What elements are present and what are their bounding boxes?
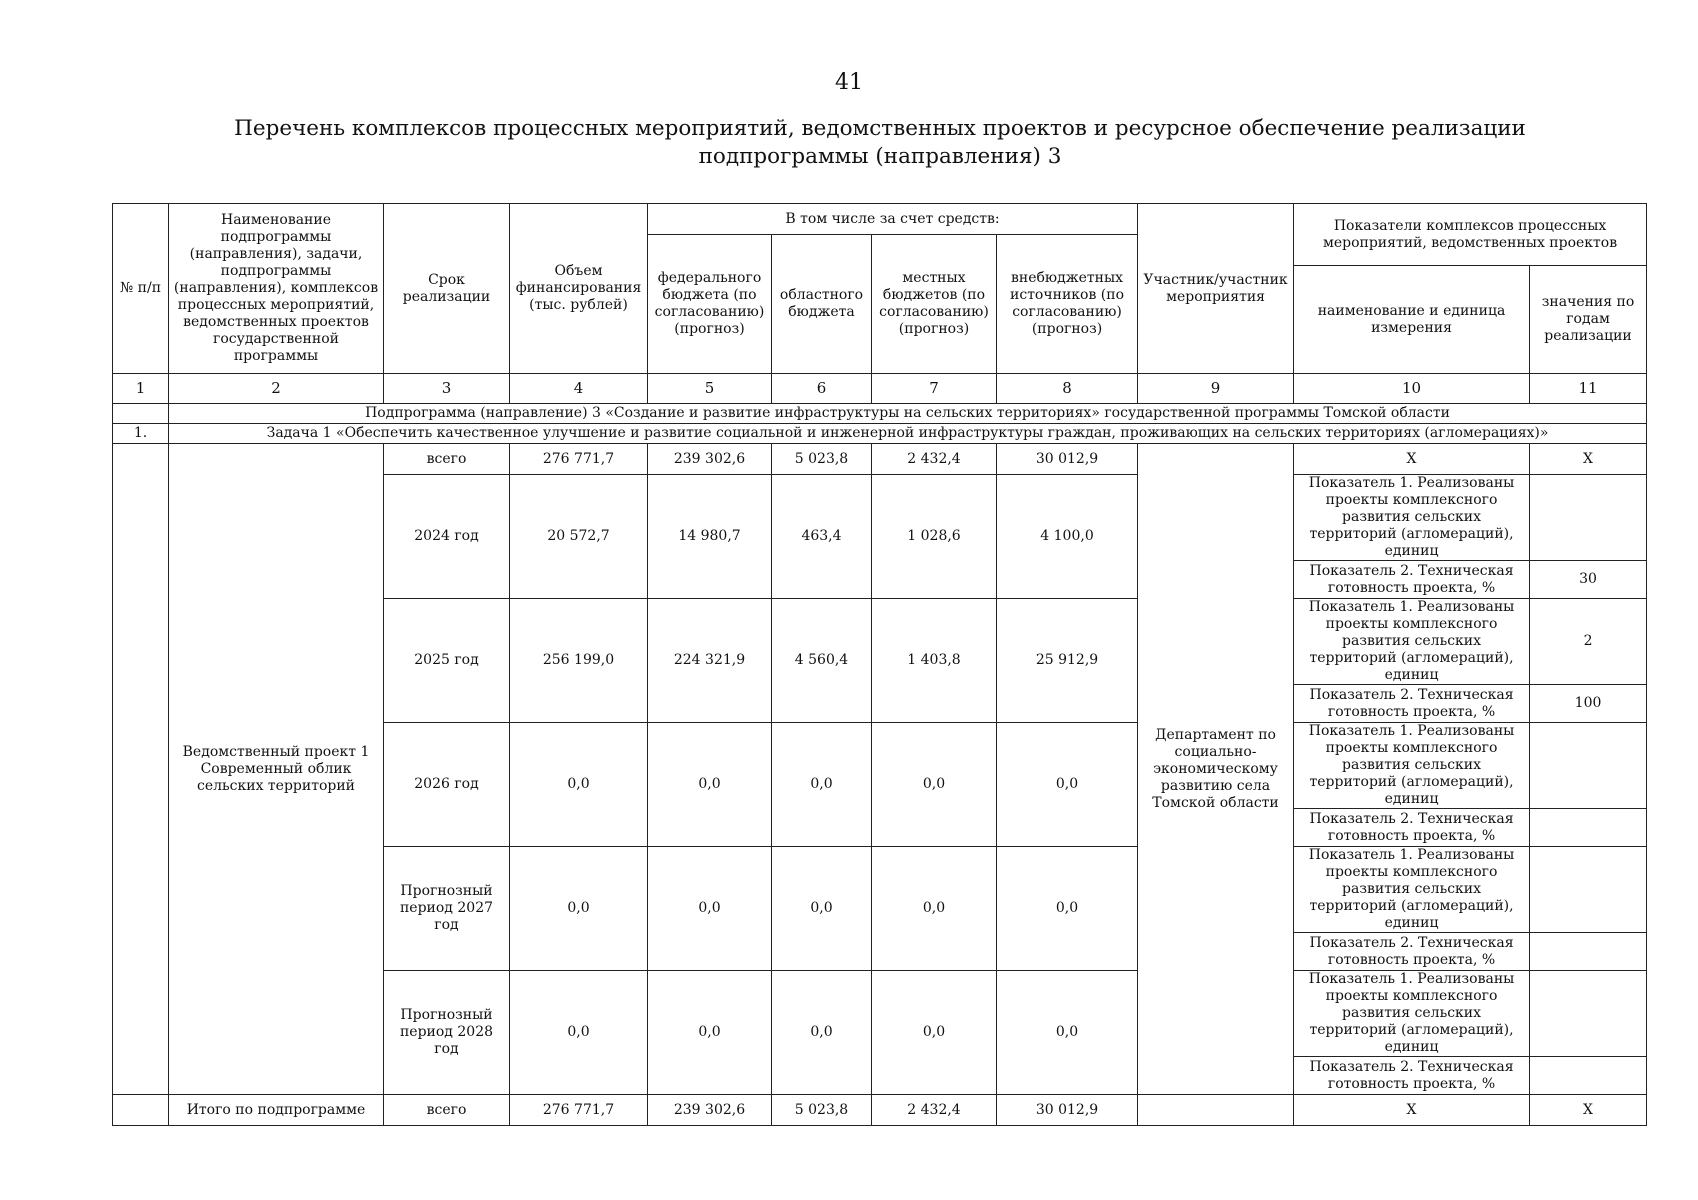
col-number: 1 xyxy=(113,374,169,404)
indicator-name-cell: X xyxy=(1294,1095,1530,1126)
extra-cell: 4 100,0 xyxy=(997,475,1138,599)
term-cell: 2025 год xyxy=(384,599,510,723)
header-term: Срок реализации xyxy=(384,204,510,374)
indicator-name-cell: Показатель 2. Техническая готовность проекта, % xyxy=(1294,685,1530,723)
indicator-name-cell: X xyxy=(1294,444,1530,475)
header-local: местных бюджетов (по согласованию) (прогноз) xyxy=(872,235,997,374)
local-cell: 2 432,4 xyxy=(872,444,997,475)
header-regional: областного бюджета xyxy=(772,235,872,374)
volume-cell: 276 771,7 xyxy=(510,1095,648,1126)
column-number-row xyxy=(113,374,1647,404)
col-number: 6 xyxy=(772,374,872,404)
indicator-value-cell xyxy=(1530,723,1647,809)
local-cell: 2 432,4 xyxy=(872,1095,997,1126)
project-name: Ведомственный проект 1 Современный облик сельских территорий xyxy=(169,444,384,1095)
total-row xyxy=(113,1095,1647,1126)
col-number: 11 xyxy=(1530,374,1647,404)
term-cell: 2026 год xyxy=(384,723,510,847)
col-number: 3 xyxy=(384,374,510,404)
page-number: 41 xyxy=(835,70,863,95)
header-row xyxy=(113,204,1647,235)
col-number: 7 xyxy=(872,374,997,404)
term-cell: всего xyxy=(384,1095,510,1126)
indicator-value-cell: 100 xyxy=(1530,685,1647,723)
header-participant: Участник/участник мероприятия xyxy=(1138,204,1294,374)
subprogram-row xyxy=(113,404,1647,424)
local-cell: 0,0 xyxy=(872,847,997,971)
project-total-row xyxy=(113,444,1647,475)
header-name: Наименование подпрограммы (направления), задачи, подпрограммы (направления), комплексов процессных мероприятий, ведомственных проектов государственной программы xyxy=(169,204,384,374)
federal-cell: 0,0 xyxy=(648,971,772,1095)
local-cell: 1 028,6 xyxy=(872,475,997,599)
indicator-value-cell xyxy=(1530,847,1647,933)
participant-cell: Департамент по социально-экономическому развитию села Томской области xyxy=(1138,444,1294,1095)
extra-cell: 0,0 xyxy=(997,847,1138,971)
term-cell: 2024 год xyxy=(384,475,510,599)
regional-cell: 0,0 xyxy=(772,971,872,1095)
term-cell: всего xyxy=(384,444,510,475)
volume-cell: 20 572,7 xyxy=(510,475,648,599)
indicator-value-cell xyxy=(1530,809,1647,847)
indicator-value-cell: 2 xyxy=(1530,599,1647,685)
indicator-value-cell: X xyxy=(1530,1095,1647,1126)
col-number: 8 xyxy=(997,374,1138,404)
volume-cell: 256 199,0 xyxy=(510,599,648,723)
header-federal: федерального бюджета (по согласованию) (прогноз) xyxy=(648,235,772,374)
regional-cell: 0,0 xyxy=(772,847,872,971)
local-cell: 0,0 xyxy=(872,971,997,1095)
extra-cell: 30 012,9 xyxy=(997,1095,1138,1126)
subprogram-num xyxy=(113,404,169,424)
volume-cell: 0,0 xyxy=(510,971,648,1095)
regional-cell: 0,0 xyxy=(772,723,872,847)
term-cell: Прогнозный период 2027 год xyxy=(384,847,510,971)
participant-cell xyxy=(1138,1095,1294,1126)
federal-cell: 14 980,7 xyxy=(648,475,772,599)
indicator-name-cell: Показатель 1. Реализованы проекты комплексного развития сельских территорий (агломераций), единиц xyxy=(1294,475,1530,561)
indicator-value-cell xyxy=(1530,933,1647,971)
project-num xyxy=(113,444,169,1095)
extra-cell: 30 012,9 xyxy=(997,444,1138,475)
extra-cell: 25 912,9 xyxy=(997,599,1138,723)
federal-cell: 239 302,6 xyxy=(648,444,772,475)
task-title: Задача 1 «Обеспечить качественное улучшение и развитие социальной и инженерной инфраструктуры граждан, проживающих на сельских территориях (агломерациях)» xyxy=(169,424,1647,444)
header-indicator-name: наименование и единица измерения xyxy=(1294,266,1530,374)
indicator-name-cell: Показатель 1. Реализованы проекты комплексного развития сельских территорий (агломераций), единиц xyxy=(1294,971,1530,1057)
volume-cell: 276 771,7 xyxy=(510,444,648,475)
col-number: 2 xyxy=(169,374,384,404)
indicator-name-cell: Показатель 2. Техническая готовность проекта, % xyxy=(1294,933,1530,971)
task-num: 1. xyxy=(113,424,169,444)
indicator-name-cell: Показатель 1. Реализованы проекты комплексного развития сельских территорий (агломераций), единиц xyxy=(1294,847,1530,933)
volume-cell: 0,0 xyxy=(510,723,648,847)
term-cell: Прогнозный период 2028 год xyxy=(384,971,510,1095)
federal-cell: 239 302,6 xyxy=(648,1095,772,1126)
volume-cell: 0,0 xyxy=(510,847,648,971)
col-number: 5 xyxy=(648,374,772,404)
indicator-name-cell: Показатель 1. Реализованы проекты комплексного развития сельских территорий (агломераций), единиц xyxy=(1294,723,1530,809)
header-indicators-group: Показатели комплексов процессных мероприятий, ведомственных проектов xyxy=(1294,204,1647,266)
col-number: 4 xyxy=(510,374,648,404)
page-title: Перечень комплексов процессных мероприятий, ведомственных проектов и ресурсное обеспечение реализации подпрограммы (направления) 3 xyxy=(234,116,1526,169)
indicator-value-cell xyxy=(1530,971,1647,1057)
col-number: 10 xyxy=(1294,374,1530,404)
subprogram-title: Подпрограмма (направление) 3 «Создание и развитие инфраструктуры на сельских территориях» государственной программы Томской области xyxy=(169,404,1647,424)
regional-cell: 4 560,4 xyxy=(772,599,872,723)
regional-cell: 463,4 xyxy=(772,475,872,599)
indicator-name-cell: Показатель 2. Техническая готовность проекта, % xyxy=(1294,1057,1530,1095)
indicator-value-cell xyxy=(1530,475,1647,561)
federal-cell: 0,0 xyxy=(648,847,772,971)
header-indicator-values: значения по годам реализации xyxy=(1530,266,1647,374)
header-extra: внебюджетных источников (по согласованию) (прогноз) xyxy=(997,235,1138,374)
indicator-value-cell: 30 xyxy=(1530,561,1647,599)
regional-cell: 5 023,8 xyxy=(772,1095,872,1126)
total-name: Итого по подпрограмме xyxy=(169,1095,384,1126)
extra-cell: 0,0 xyxy=(997,723,1138,847)
header-volume: Объем финансирования (тыс. рублей) xyxy=(510,204,648,374)
total-num xyxy=(113,1095,169,1126)
indicator-value-cell: X xyxy=(1530,444,1647,475)
federal-cell: 224 321,9 xyxy=(648,599,772,723)
resource-table xyxy=(112,203,1647,1126)
local-cell: 1 403,8 xyxy=(872,599,997,723)
regional-cell: 5 023,8 xyxy=(772,444,872,475)
header-num: № п/п xyxy=(113,204,169,374)
indicator-name-cell: Показатель 2. Техническая готовность проекта, % xyxy=(1294,561,1530,599)
indicator-value-cell xyxy=(1530,1057,1647,1095)
col-number: 9 xyxy=(1138,374,1294,404)
extra-cell: 0,0 xyxy=(997,971,1138,1095)
local-cell: 0,0 xyxy=(872,723,997,847)
indicator-name-cell: Показатель 2. Техническая готовность проекта, % xyxy=(1294,809,1530,847)
indicator-name-cell: Показатель 1. Реализованы проекты комплексного развития сельских территорий (агломераций), единиц xyxy=(1294,599,1530,685)
federal-cell: 0,0 xyxy=(648,723,772,847)
header-funds-group: В том числе за счет средств: xyxy=(648,204,1138,235)
task-row xyxy=(113,424,1647,444)
